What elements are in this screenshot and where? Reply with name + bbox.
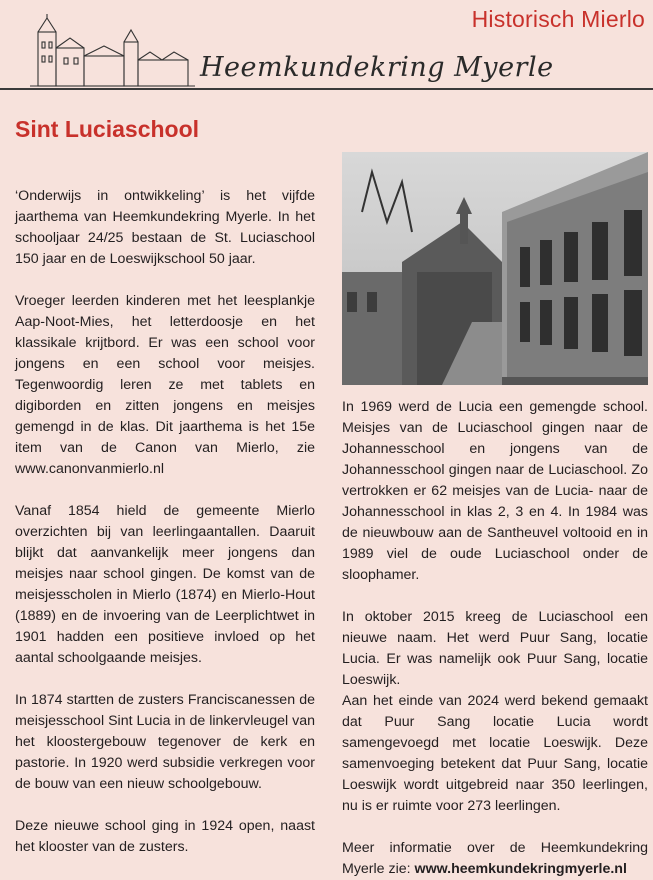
header-divider	[0, 88, 653, 90]
page-title: Sint Luciaschool	[15, 116, 200, 142]
article-right-column	[342, 397, 648, 880]
more-info-text: Meer informatie over de Heemkundekring Myerle zie:	[342, 840, 648, 877]
paragraph: ‘Onderwijs in ontwikkeling’ is het vijfde jaarthema van Heemkundekring Myerle. In het schooljaar 24/25 bestaan de St. Luciaschool 150 jaar en de Loeswijkschool 50 jaar.	[15, 188, 315, 267]
paragraph: In oktober 2015 kreeg de Luciaschool een nieuwe naam. Het werd Puur Sang, locatie Lucia. Er was namelijk ook Puur Sang, locatie Loeswijk.	[342, 609, 648, 688]
header-tag: Historisch Mierlo	[471, 6, 645, 32]
paragraph: In 1874 startten de zusters Franciscanessen de meisjesschool Sint Lucia in de linkervleugel van het kloostergebouw tegenover de kerk en pastorie. In 1920 werd subsidie verkregen voor de bouw van een nieuw schoolgebouw.	[15, 692, 315, 792]
paragraph: Vanaf 1854 hield de gemeente Mierlo overzichten bij van leerlingaantallen. Daaruit blijkt dat aanvankelijk meer jongens dan meisjes naar school gingen. De komst van de meisjesscholen in Mierlo (1874) en Mierlo-Hout (1889) en de invoering van de Leerplichtwet in 1901 hadden een positieve invloed op het aantal schoolgaande meisjes.	[15, 503, 315, 666]
paragraph: Vroeger leerden kinderen met het leesplankje Aap-Noot-Mies, het letterdoosje en het klassikale krijtbord. Er was een school voor jongens en een school voor meisjes. Tegenwoordig leren ze met tablets en digiborden en zitten jongens en meisjes gemengd in de klas. Dit jaarthema is het 15e item van de Canon van Mierlo, zie www.canonvanmierlo.nl	[15, 293, 315, 477]
article-left-column	[15, 186, 315, 879]
paragraph: Aan het einde van 2024 werd bekend gemaakt dat Puur Sang locatie Lucia wordt samengevoegd met locatie Loeswijk. Deze samenvoeging betekent dat Puur Sang, locatie Loeswijk wordt uitgebreid naar 350 leerlingen, nu is er ruimte voor 273 leerlingen.	[342, 693, 648, 814]
castle-icon	[30, 12, 195, 88]
more-info	[342, 838, 648, 880]
header-title: Heemkundekring Myerle	[200, 52, 554, 83]
website-link[interactable]: www.heemkundekringmyerle.nl	[414, 861, 627, 877]
paragraph: Deze nieuwe school ging in 1924 open, naast het klooster van de zusters.	[15, 818, 315, 855]
page-header	[0, 0, 653, 92]
school-photo	[342, 152, 648, 385]
paragraph: In 1969 werd de Lucia een gemengde school. Meisjes van de Luciaschool gingen naar de Johannesschool en jongens van de Johannesschool gingen naar de Luciaschool. Zo vertrokken er 62 meisjes van de Lucia- naar de Johannesschool in klas 2, 3 en 4. In 1984 was de nieuwbouw aan de Santheuvel voltooid en in 1989 viel de oude Luciaschool onder de sloophamer.	[342, 399, 648, 583]
